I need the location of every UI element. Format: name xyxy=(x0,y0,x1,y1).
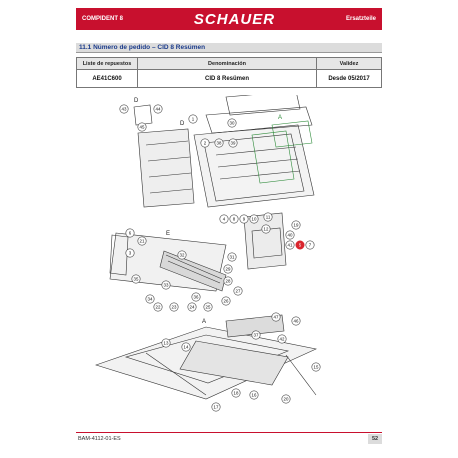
svg-text:36: 36 xyxy=(193,294,199,300)
callout-28 xyxy=(224,277,232,285)
svg-text:13: 13 xyxy=(163,340,169,346)
svg-text:24: 24 xyxy=(189,304,195,310)
callout-37 xyxy=(252,331,260,339)
exploded-view-diagram xyxy=(76,95,382,428)
document-code: BAM-4112-01-ES xyxy=(78,436,121,442)
callout-25 xyxy=(204,303,212,311)
cell-list: AE41C600 xyxy=(77,70,138,88)
callout-34 xyxy=(146,295,154,303)
callout-18 xyxy=(232,389,240,397)
svg-text:18: 18 xyxy=(233,390,239,396)
callout-3 xyxy=(126,249,134,257)
callout-45 xyxy=(138,123,146,131)
callout-26 xyxy=(222,297,230,305)
group-label-d-top: D xyxy=(134,98,139,104)
callout-46 xyxy=(292,317,300,325)
svg-text:22: 22 xyxy=(155,304,161,310)
callout-22 xyxy=(154,303,162,311)
svg-text:1: 1 xyxy=(191,116,195,122)
group-label-e: E xyxy=(166,231,171,237)
callout-6 xyxy=(126,229,134,237)
col-header-list: Liste de repuestos xyxy=(77,58,138,70)
svg-text:46: 46 xyxy=(293,318,299,324)
callout-31 xyxy=(228,253,236,261)
svg-text:25: 25 xyxy=(205,304,211,310)
svg-text:45: 45 xyxy=(139,124,145,130)
callout-30 xyxy=(228,119,236,127)
page-footer xyxy=(76,432,382,445)
svg-text:33: 33 xyxy=(163,282,169,288)
page-header xyxy=(76,8,382,30)
callout-21 xyxy=(138,237,146,245)
callout-1 xyxy=(189,115,197,123)
manual-page xyxy=(76,0,382,458)
callout-36 xyxy=(192,293,200,301)
svg-text:9: 9 xyxy=(242,216,246,222)
callout-12 xyxy=(262,225,270,233)
callout-14 xyxy=(182,343,190,351)
cell-name: CID 8 Resümen xyxy=(138,70,317,88)
svg-text:4: 4 xyxy=(222,216,226,222)
callout-17 xyxy=(212,403,220,411)
callout-11 xyxy=(264,213,272,221)
callout-2 xyxy=(201,139,209,147)
svg-text:31: 31 xyxy=(229,254,235,260)
callout-24 xyxy=(188,303,196,311)
callout-23 xyxy=(170,303,178,311)
svg-text:7: 7 xyxy=(308,242,312,248)
callout-42 xyxy=(278,335,286,343)
svg-text:35: 35 xyxy=(133,276,139,282)
svg-text:42: 42 xyxy=(279,336,285,342)
callout-38 xyxy=(215,139,223,147)
callout-35 xyxy=(132,275,140,283)
group-label-d-mid: D xyxy=(180,121,185,127)
svg-text:21: 21 xyxy=(139,238,145,244)
svg-text:29: 29 xyxy=(225,266,231,272)
callout-8 xyxy=(230,215,238,223)
col-header-validity: Validez xyxy=(317,58,382,70)
page-number: 52 xyxy=(368,434,382,444)
svg-text:40: 40 xyxy=(287,232,293,238)
table-row xyxy=(77,70,382,88)
svg-text:47: 47 xyxy=(273,314,279,320)
callout-20 xyxy=(282,395,290,403)
callout-40 xyxy=(286,231,294,239)
callout-10 xyxy=(250,215,258,223)
group-label-a-bottom: A xyxy=(202,319,207,325)
product-name: COMPIDENT 8 xyxy=(82,16,124,22)
svg-text:39: 39 xyxy=(230,140,236,146)
svg-text:16: 16 xyxy=(251,392,257,398)
svg-text:12: 12 xyxy=(263,226,269,232)
callout-15 xyxy=(312,363,320,371)
svg-text:8: 8 xyxy=(232,216,236,222)
brand-logo: SCHAUER xyxy=(193,10,276,28)
callout-43 xyxy=(120,105,128,113)
svg-text:37: 37 xyxy=(253,332,259,338)
cell-validity: Desde 05/2017 xyxy=(317,70,382,88)
svg-text:32: 32 xyxy=(179,252,185,258)
callout-29 xyxy=(224,265,232,273)
callout-47 xyxy=(272,313,280,321)
svg-text:14: 14 xyxy=(183,344,189,350)
parts-table xyxy=(76,57,382,88)
svg-text:3: 3 xyxy=(128,250,132,256)
callout-5 xyxy=(296,241,304,249)
svg-text:27: 27 xyxy=(235,288,241,294)
callout-4 xyxy=(220,215,228,223)
svg-text:5: 5 xyxy=(298,242,302,248)
svg-text:2: 2 xyxy=(203,140,207,146)
callout-27 xyxy=(234,287,242,295)
section-title: 11.1 Número de pedido – CID 8 Resúmen xyxy=(76,43,382,53)
svg-text:19: 19 xyxy=(293,222,299,228)
svg-text:20: 20 xyxy=(283,396,289,402)
svg-text:23: 23 xyxy=(171,304,177,310)
svg-text:15: 15 xyxy=(313,364,319,370)
callout-44 xyxy=(154,105,162,113)
callout-19 xyxy=(292,221,300,229)
callout-33 xyxy=(162,281,170,289)
svg-text:17: 17 xyxy=(213,404,219,410)
callout-9 xyxy=(240,215,248,223)
svg-text:44: 44 xyxy=(155,106,161,112)
svg-text:11: 11 xyxy=(265,214,271,220)
svg-text:6: 6 xyxy=(128,230,132,236)
callout-16 xyxy=(250,391,258,399)
svg-text:26: 26 xyxy=(223,298,229,304)
col-header-name: Denominación xyxy=(138,58,317,70)
svg-text:43: 43 xyxy=(121,106,127,112)
svg-text:30: 30 xyxy=(229,120,235,126)
callout-7 xyxy=(306,241,314,249)
section-name: Ersatzteile xyxy=(345,16,376,22)
svg-text:34: 34 xyxy=(147,296,153,302)
group-label-a-top: A xyxy=(278,115,283,121)
callout-41 xyxy=(286,241,294,249)
svg-text:28: 28 xyxy=(225,278,231,284)
svg-text:10: 10 xyxy=(251,216,257,222)
callout-32 xyxy=(178,251,186,259)
svg-text:41: 41 xyxy=(287,242,293,248)
callout-39 xyxy=(229,139,237,147)
callout-13 xyxy=(162,339,170,347)
svg-text:38: 38 xyxy=(216,140,222,146)
